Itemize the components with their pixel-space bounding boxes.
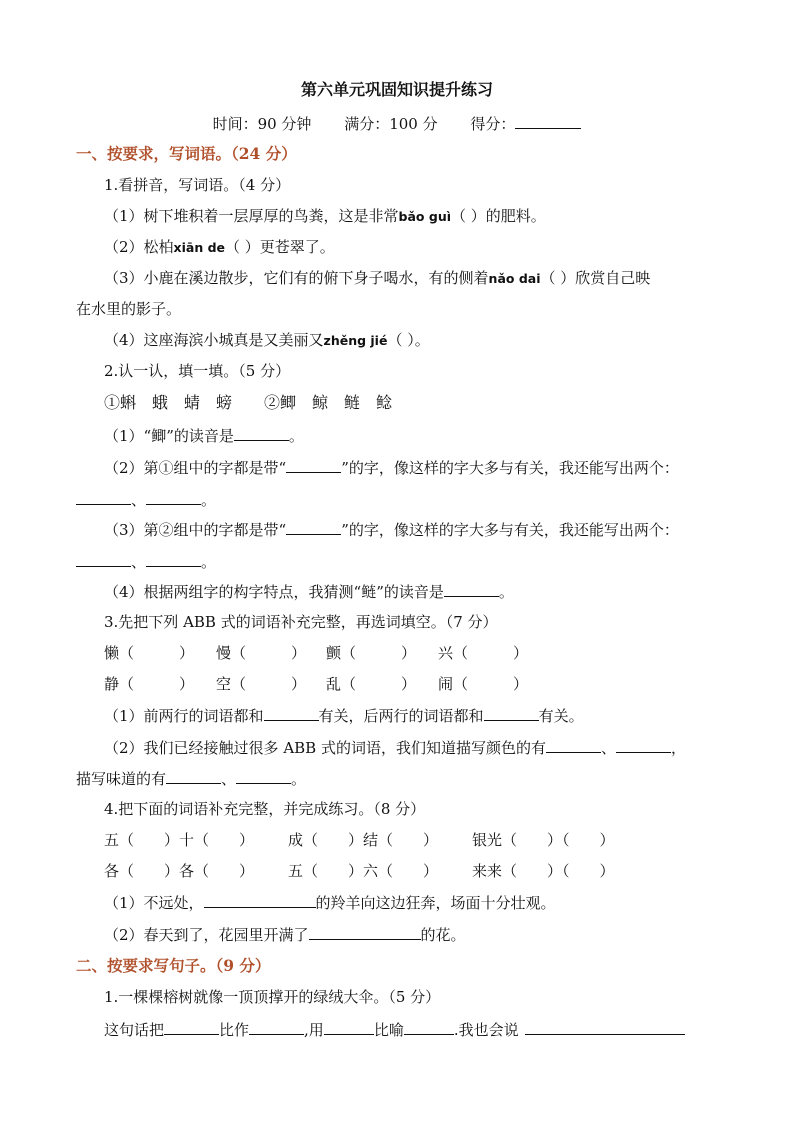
q2-sub-3-cont xyxy=(76,551,216,572)
q4-sub-1-text-b: 的羚羊向这边狂奔，场面十分壮观。 xyxy=(315,894,556,912)
answer-blank[interactable] xyxy=(616,737,671,753)
abb-word[interactable]: 兴（ ） xyxy=(438,644,529,662)
answer-paren[interactable]: （ ）更苍翠了。 xyxy=(225,238,335,256)
q4-sub-1-text: （1）不远处， xyxy=(104,894,204,912)
abb-word[interactable]: 慢（ ） xyxy=(216,644,307,662)
pinyin-naodai: nǎo dai xyxy=(488,271,541,286)
punct: 。 xyxy=(288,427,304,445)
abb-word[interactable]: 空（ ） xyxy=(216,675,307,693)
abb-word[interactable]: 乱（ ） xyxy=(326,675,417,693)
q1-item-4-text: （4）这座海滨小城真是又美丽又 xyxy=(104,331,324,349)
score-field xyxy=(470,113,581,134)
idiom-fill[interactable]: 各（ ）各（ ） xyxy=(104,862,255,880)
q3-sub-1-text: （1）前两行的词语都和 xyxy=(104,707,264,725)
abb-word[interactable]: 闹（ ） xyxy=(438,675,529,693)
pinyin-zhengjie: zhěng jié xyxy=(323,333,388,348)
q4-title: 4.把下面的词语补充完整，并完成练习。（8 分） xyxy=(104,800,426,818)
q4-sub-2-text-b: 的花。 xyxy=(420,926,466,944)
answer-blank[interactable] xyxy=(444,581,499,597)
q1-item-2 xyxy=(104,237,335,258)
exam-meta xyxy=(0,113,794,134)
q1-item-3-cont: 在水里的影子。 xyxy=(76,300,182,318)
q1-item-2-text: （2）松柏 xyxy=(104,238,174,256)
sentence-text: 这句话把 xyxy=(104,1021,165,1039)
punct: 。 xyxy=(201,553,217,571)
q3-row-1 xyxy=(104,643,564,663)
idiom-fill[interactable]: 五（ ）十（ ） xyxy=(104,831,255,849)
q3-title: 3.先把下列 ABB 式的词语补充完整，再选词填空。（7 分） xyxy=(104,613,498,631)
page-title: 第六单元巩固知识提升练习 xyxy=(300,80,493,99)
sentence-text: .我也会说 xyxy=(453,1021,519,1039)
answer-blank[interactable] xyxy=(525,1019,685,1035)
q2-sub-1 xyxy=(104,425,304,446)
idiom-fill[interactable]: 银光（ ）（ ） xyxy=(472,831,615,849)
answer-blank[interactable] xyxy=(249,1019,304,1035)
abb-word[interactable]: 懒（ ） xyxy=(104,644,195,662)
section-2-heading: 二、按要求写句子。（9 分） xyxy=(76,956,271,975)
score-label: 得分： xyxy=(470,115,516,133)
q2-sub-3-text: （3）第②组中的字都是带“ xyxy=(104,521,287,539)
answer-blank[interactable] xyxy=(484,705,539,721)
answer-blank[interactable] xyxy=(309,924,421,940)
sec2-q1-line xyxy=(104,1019,685,1040)
pinyin-baogui: bǎo guì xyxy=(398,209,452,224)
q3-sub-1 xyxy=(104,705,584,726)
score-blank[interactable] xyxy=(515,113,581,129)
answer-blank[interactable] xyxy=(286,457,341,473)
idiom-fill[interactable]: 五（ ）六（ ） xyxy=(288,862,439,880)
answer-blank[interactable] xyxy=(146,551,201,567)
q2-sub-2-text-b: ”的字，像这样的字大多与有关，我还能写出两个： xyxy=(341,459,679,477)
answer-blank[interactable] xyxy=(264,705,319,721)
q4-sub-2-text: （2）春天到了，花园里开满了 xyxy=(104,926,309,944)
q2-sub-1-text: （1）“鲫”的读音是 xyxy=(104,427,234,445)
answer-blank[interactable] xyxy=(146,489,201,505)
q2-sub-3-text-b: ”的字，像这样的字大多与有关，我还能写出两个： xyxy=(341,521,679,539)
q3-sub-2 xyxy=(104,737,686,758)
answer-blank[interactable] xyxy=(286,519,341,535)
pinyin-xiande: xiān de xyxy=(173,240,226,255)
idiom-fill[interactable]: 来来（ ）（ ） xyxy=(472,862,615,880)
q4-row-2 xyxy=(104,861,644,881)
q3-sub-1-text-b: 有关，后两行的词语都和 xyxy=(318,707,484,725)
q3-sub-2-cont xyxy=(76,768,306,789)
q3-sub-2-text-c: 描写味道的有 xyxy=(76,770,167,788)
q2-sub-3 xyxy=(104,519,679,540)
q2-sub-4-text: （4）根据两组字的构字特点，我猜测“鲢”的读音是 xyxy=(104,583,444,601)
q3-sub-2-text: （2）我们已经接触过很多 ABB 式的词语，我们知道描写颜色的有 xyxy=(104,739,546,757)
answer-blank[interactable] xyxy=(204,892,316,908)
answer-blank[interactable] xyxy=(76,551,131,567)
punct: 、 xyxy=(131,491,147,509)
punct: ， xyxy=(670,739,686,757)
q2-sub-2-text: （2）第①组中的字都是带“ xyxy=(104,459,287,477)
answer-paren[interactable]: （ ）。 xyxy=(387,331,430,349)
q2-title: 2.认一认，填一填。（5 分） xyxy=(104,362,291,380)
q4-sub-2 xyxy=(104,924,466,945)
abb-word[interactable]: 颤（ ） xyxy=(326,644,417,662)
punct: 。 xyxy=(201,491,217,509)
sentence-text: 比喻 xyxy=(373,1021,404,1039)
answer-blank[interactable] xyxy=(76,489,131,505)
q1-item-1-text: （1）树下堆积着一层厚厚的鸟粪，这是非常 xyxy=(104,207,399,225)
sec2-q1-title: 1.一棵棵榕树就像一顶顶撑开的绿绒大伞。（5 分） xyxy=(104,988,441,1006)
q2-sub-2 xyxy=(104,457,679,478)
answer-blank[interactable] xyxy=(164,1019,219,1035)
answer-blank[interactable] xyxy=(546,737,601,753)
q1-item-3-text: （3）小鹿在溪边散步，它们有的俯下身子喝水，有的侧着 xyxy=(104,269,489,287)
sentence-text: ,用 xyxy=(304,1021,324,1039)
answer-paren[interactable]: （ ）的肥料。 xyxy=(451,207,546,225)
abb-word[interactable]: 静（ ） xyxy=(104,675,195,693)
q2-character-groups: ①蝌 蛾 蜻 螃 ②鲫 鲸 鲢 鲶 xyxy=(104,393,393,412)
q4-row-1 xyxy=(104,830,644,850)
q1-item-4 xyxy=(104,330,430,351)
q2-sub-4 xyxy=(104,581,514,602)
q2-sub-2-cont xyxy=(76,489,216,510)
idiom-fill[interactable]: 成（ ）结（ ） xyxy=(288,831,439,849)
answer-blank[interactable] xyxy=(324,1019,374,1035)
q1-item-1 xyxy=(104,206,546,227)
answer-blank[interactable] xyxy=(236,768,291,784)
punct: 、 xyxy=(131,553,147,571)
q3-sub-1-text-c: 有关。 xyxy=(538,707,584,725)
punct: 、 xyxy=(600,739,616,757)
sentence-text: 比作 xyxy=(219,1021,250,1039)
time-label: 时间：90 分钟 xyxy=(212,115,312,133)
q4-sub-1 xyxy=(104,892,556,913)
answer-blank[interactable] xyxy=(404,1019,454,1035)
punct: 。 xyxy=(498,583,514,601)
q1-item-3 xyxy=(104,268,650,289)
answer-blank[interactable] xyxy=(234,425,289,441)
answer-paren[interactable]: （ ）欣赏自己映 xyxy=(540,269,651,287)
q1-title: 1.看拼音，写词语。（4 分） xyxy=(104,176,291,194)
answer-blank[interactable] xyxy=(166,768,221,784)
section-1-heading: 一、按要求，写词语。（24 分） xyxy=(76,144,297,163)
punct: 、 xyxy=(221,770,237,788)
q3-row-2 xyxy=(104,674,564,694)
full-score-label: 满分：100 分 xyxy=(344,115,438,133)
punct: 。 xyxy=(291,770,307,788)
